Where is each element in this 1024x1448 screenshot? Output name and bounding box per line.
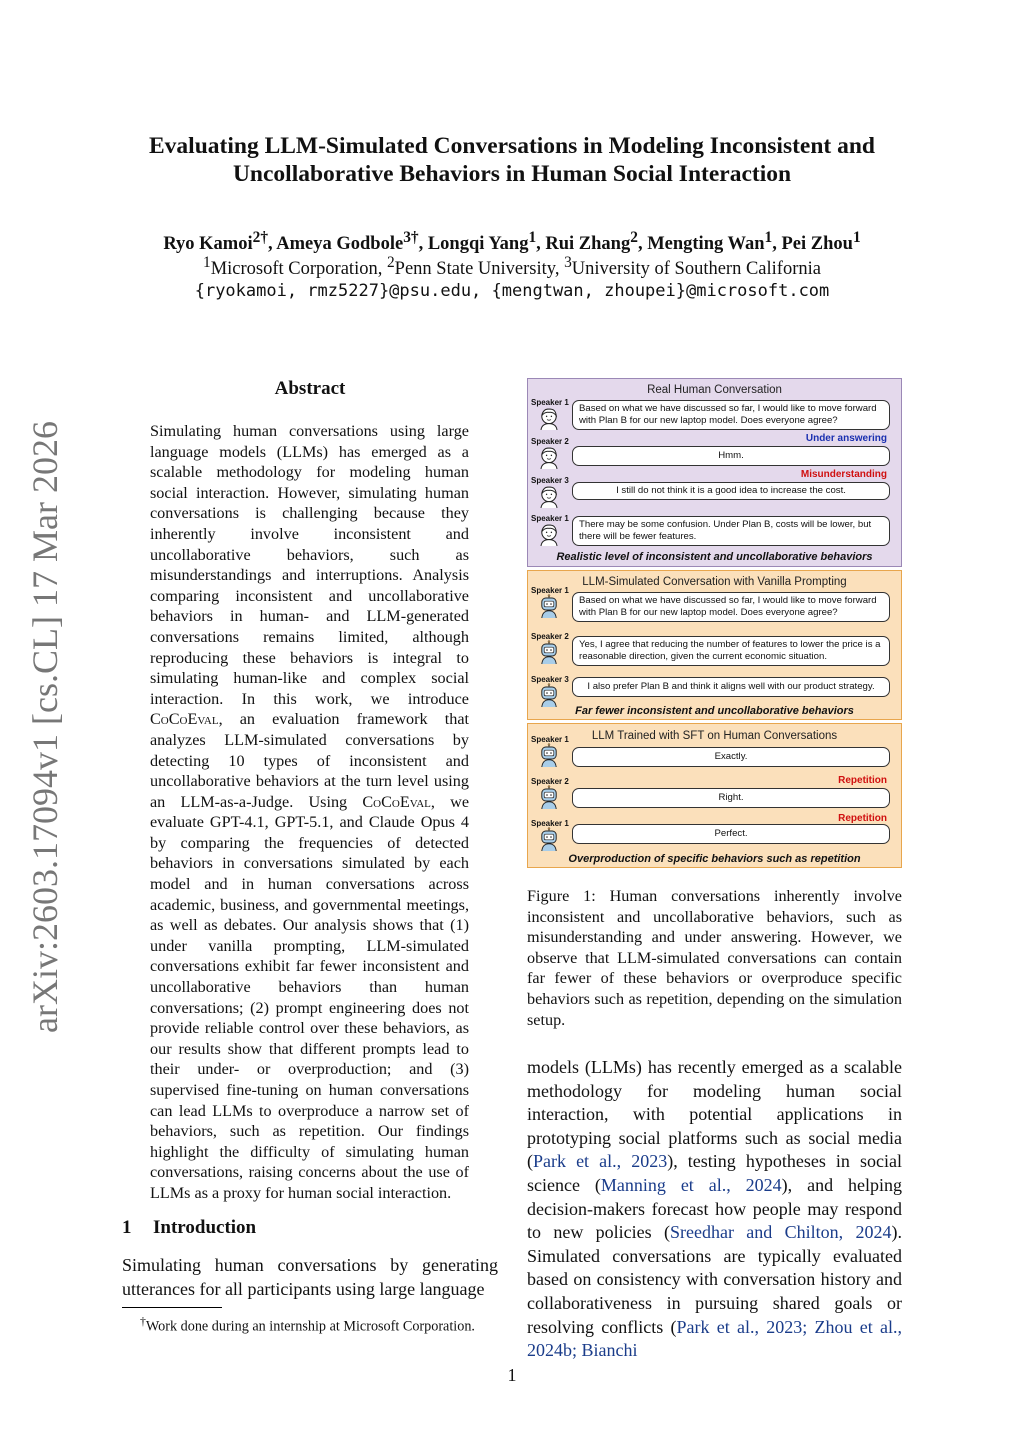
- abstract-part: , an evaluation framework that analyzes LLM-simulated conversations by detecting 10 types of inconsistent and uncollaborative behaviors at the turn level using an LLM-as-a-Judge. Using: [150, 710, 469, 811]
- panel-title: LLM Trained with SFT on Human Conversations: [591, 730, 838, 742]
- robot-avatar-icon: [537, 827, 561, 851]
- speaker-label: Speaker 1: [531, 398, 569, 407]
- robot-avatar-icon: [537, 743, 561, 767]
- speech-bubble: I also prefer Plan B and think it aligns well with our product strategy.: [572, 677, 890, 697]
- author: Longqi Yang: [427, 234, 529, 255]
- speech-bubble: Perfect.: [572, 824, 890, 844]
- speech-bubble: Hmm.: [572, 446, 890, 466]
- abstract-heading: Abstract: [274, 378, 346, 399]
- abstract-text: [150, 421, 469, 1204]
- author-affil-mark: 3†: [403, 229, 419, 246]
- citation-separator: ;: [802, 1316, 815, 1337]
- citation-link[interactable]: Sreedhar and Chilton, 2024: [670, 1222, 892, 1243]
- affiliations: $^1$Microsoft Corporation, $^2$Penn State University, $^3$University of Southern California: [203, 254, 821, 280]
- abstract-part: , we evaluate GPT-4.1, GPT-5.1, and Claude Opus 4 by comparing the frequencies of detected behaviors in conversations simulated by each model and in human conversations across academic, business, and governmental meetings, as well as debates. Our analysis shows that (1) under vanilla prompting, LLM-simulated conversations exhibit far fewer inconsistent and uncollaborative behaviors than human conversations; (2) prompt engineering does not provide reliable control over these behaviors, as our results show that different prompts lead to their under- or overproduction; and (3) supervised fine-tuning on human conversations can lead LLMs to overproduce a narrow set of behaviors, such as repetition. Our findings highlight the difficulty of simulating human conversations, raising concerns about the use of LLMs as a proxy for human social interaction.: [150, 792, 470, 1202]
- speaker-label: Speaker 3: [531, 675, 569, 684]
- speech-bubble: Exactly.: [572, 747, 890, 767]
- citation-link[interactable]: Bianchi: [581, 1340, 638, 1361]
- citation-link[interactable]: Park et al., 2023: [676, 1316, 803, 1337]
- title-line-1: Evaluating LLM-Simulated Conversations in Modeling Inconsistent and: [149, 133, 875, 159]
- author-affil-mark: 2†: [252, 229, 269, 246]
- speech-bubble: Yes, I agree that reducing the number of features to lower the price is a reasonable direction, given the current economic situation.: [572, 636, 890, 666]
- author-affil-mark: 1: [764, 229, 773, 246]
- robot-avatar-icon: [537, 785, 561, 809]
- author: Mengting Wan: [647, 234, 765, 255]
- framework-name: CoCoEval: [150, 710, 219, 729]
- author-affil-mark: 1: [852, 229, 861, 246]
- affiliation: Penn State University: [394, 259, 555, 280]
- author-affil-mark: 2: [630, 229, 638, 246]
- citation-separator: ;: [572, 1340, 582, 1361]
- footnote-text: Work done during an internship at Microsoft Corporation.: [145, 1318, 475, 1335]
- speech-bubble: I still do not think it is a good idea to increase the cost.: [572, 482, 890, 500]
- author: Ryo Kamoi: [163, 234, 253, 255]
- human-avatar-icon: [537, 445, 561, 469]
- author-list: Ryo Kamoi$^{2\dagger}$, Ameya Godbole$^{3\dagger}$, Longqi Yang$^1$, Rui Zhang$^2$, Mengting Wan$^1$, Pei Zhou$^1$: [163, 229, 861, 255]
- panel-title: Real Human Conversation: [647, 384, 782, 396]
- section-heading-introduction: [122, 1217, 256, 1239]
- body-text: ). Simulated conversations are typically evaluated based on consistency with conversation history and collaborativeness in pursuing shared goals or resolving conflicts (: [527, 1222, 902, 1337]
- page-number: 1: [507, 1365, 517, 1385]
- panel-title: LLM-Simulated Conversation with Vanilla Prompting: [582, 576, 847, 588]
- robot-avatar-icon: [537, 683, 561, 707]
- speaker-label: Speaker 1: [531, 514, 569, 523]
- human-avatar-icon: [537, 522, 561, 546]
- intro-paragraph-left: Simulating human conversations by generating utterances for all participants using large language: [122, 1255, 498, 1299]
- abstract-part: Simulating human conversations using large language models (LLMs) has emerged as a scalable methodology for modeling human social interaction. However, simulating human conversations is challenging because they inherently involve inconsistent and uncollaborative behaviors, such as misunderstandings and interruptions. Analysis comparing inconsistent and uncollaborative behaviors in human- and LLM-generated conversations remains limited, although reproducing these behaviors is integral to simulating human-like and complex social interaction. In this work, we introduce: [150, 422, 469, 708]
- behavior-tag-repetition: Repetition: [838, 813, 887, 824]
- panel-footer: Realistic level of inconsistent and uncollaborative behaviors: [556, 551, 873, 563]
- behavior-tag-misunderstanding: Misunderstanding: [800, 469, 887, 480]
- framework-name: CoCoEval: [362, 792, 431, 811]
- panel-footer: Far fewer inconsistent and uncollaborative behaviors: [575, 705, 854, 717]
- speaker-label: Speaker 1: [531, 819, 569, 828]
- speech-bubble: Based on what we have discussed so far, I would like to move forward with Plan B for our new laptop model. Does everyone agree?: [572, 592, 890, 622]
- title-line-2: Uncollaborative Behaviors in Human Social Interaction: [232, 161, 792, 187]
- citation-link[interactable]: Manning et al., 2024: [600, 1174, 782, 1195]
- speaker-label: Speaker 3: [531, 476, 569, 485]
- speaker-label: Speaker 2: [531, 777, 569, 786]
- author-affil-mark: 1: [528, 229, 537, 246]
- author: Rui Zhang: [545, 234, 631, 255]
- figure-caption: Figure 1: Human conversations inherently involve inconsistent and uncollaborative behaviors, such as misunderstanding and under answering. However, we observe that LLM-simulated conversations can contain far fewer of these behaviors or overproduce specific behaviors such as repetition, depending on the simulation setup.: [527, 887, 902, 1029]
- human-avatar-icon: [537, 406, 561, 430]
- panel-footer: Overproduction of specific behaviors such as repetition: [568, 853, 861, 865]
- footnote: [140, 1314, 475, 1336]
- speaker-label: Speaker 1: [531, 735, 569, 744]
- arxiv-identifier: arXiv:2603.17094v1 [cs.CL] 17 Mar 2026: [25, 421, 65, 1033]
- author: Pei Zhou: [781, 234, 853, 255]
- intro-paragraph-right: [527, 1056, 902, 1363]
- paper-title: [90, 132, 934, 188]
- human-avatar-icon: [537, 484, 561, 508]
- robot-avatar-icon: [537, 594, 561, 618]
- speech-bubble: Right.: [572, 788, 890, 808]
- section-number: 1: [122, 1217, 132, 1238]
- speech-bubble: There may be some confusion. Under Plan B, costs will be lower, but there will be fewer features.: [572, 516, 890, 546]
- behavior-tag-repetition: Repetition: [838, 775, 887, 786]
- affil-mark: 2: [386, 254, 395, 271]
- speaker-label: Speaker 2: [531, 437, 569, 446]
- figure-panel-sft: [527, 723, 902, 868]
- figure-panel-vanilla-prompting: [527, 570, 902, 720]
- footnote-mark: †: [140, 1314, 146, 1328]
- body-text: ), and helping decision-makers forecast how people may respond to new policies (: [527, 1174, 902, 1243]
- section-title: Introduction: [153, 1217, 257, 1238]
- author: Ameya Godbole: [276, 234, 404, 255]
- speaker-label: Speaker 2: [531, 632, 569, 641]
- citation-link[interactable]: Zhou et al., 2024b: [527, 1316, 902, 1361]
- affiliation: Microsoft Corporation: [210, 259, 378, 280]
- affil-mark: 1: [203, 254, 211, 271]
- affil-mark: 3: [564, 254, 572, 271]
- citation-link[interactable]: Park et al., 2023: [533, 1151, 668, 1172]
- affiliation: University of Southern California: [571, 259, 821, 280]
- speaker-label: Speaker 1: [531, 586, 569, 595]
- body-text: ), testing hypotheses in social science (: [527, 1151, 902, 1195]
- footnote-rule: [122, 1307, 222, 1308]
- body-text: models (LLMs) has recently emerged as a scalable methodology for modeling human social interaction, with potential applications in prototyping social platforms such as social media (: [527, 1057, 902, 1172]
- robot-avatar-icon: [537, 640, 561, 664]
- figure-panel-real-human: [527, 378, 902, 567]
- speech-bubble: Based on what we have discussed so far, I would like to move forward with Plan B for our new laptop model. Does everyone agree?: [572, 400, 890, 430]
- author-emails: {ryokamoi, rmz5227}@psu.edu, {mengtwan, zhoupei}@microsoft.com: [194, 281, 830, 301]
- behavior-tag-under-answering: Under answering: [805, 433, 887, 444]
